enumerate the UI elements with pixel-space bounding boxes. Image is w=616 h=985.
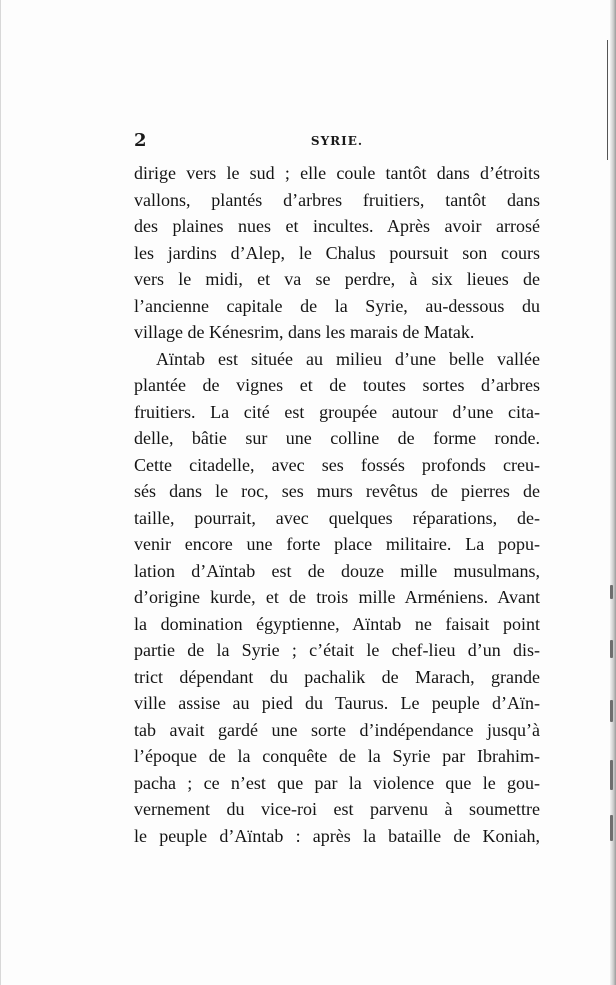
text-line: trict dépendant du pachalik de Marach, grande (134, 666, 540, 687)
text-line: vers le midi, et va se perdre, à six lieues de (134, 269, 540, 289)
text-line: ville assise au pied du Taurus. Le peuple d’Aïn- (134, 693, 540, 713)
text-line: venir encore une forte place militaire. La popu- (134, 534, 540, 554)
text-line: des plaines nues et incultes. Après avoir arrosé (134, 216, 540, 236)
text-line: pacha ; ce n’est que par la violence que le gou- (134, 772, 540, 793)
page-edge-line (607, 40, 608, 160)
text-line: plantée de vignes et de toutes sortes d’arbres (134, 375, 540, 395)
text-line: les jardins d’Alep, le Chalus poursuit son cours (134, 242, 540, 263)
page-edge-mark (610, 700, 613, 722)
running-title: SYRIE. (310, 134, 364, 148)
page-edge-mark (610, 815, 613, 841)
text-line: l’époque de la conquête de la Syrie par Ibrahim- (134, 746, 540, 766)
text-line: partie de la Syrie ; c’était le chef-lieu d’un dis- (134, 640, 540, 660)
body-text (134, 160, 540, 849)
text-line: fruitiers. La cité est groupée autour d’une cita- (134, 401, 540, 422)
text-line: vernement du vice-roi est parvenu à soumettre (134, 799, 540, 819)
text-line: tab avait gardé une sorte d’indépendance jusqu’à (134, 719, 540, 740)
text-line: l’ancienne capitale de la Syrie, au-dessous du (134, 295, 540, 316)
text-line: le peuple d’Aïntab : après la bataille de Koniah, (134, 825, 540, 846)
text-line: taille, pourrait, avec quelques réparations, de- (134, 507, 540, 528)
page-edge-mark (610, 640, 613, 658)
page-number: 2 (134, 130, 147, 151)
page-edge-mark (610, 760, 613, 790)
text-line-paragraph-end: village de Kénesrim, dans les marais de Matak. (134, 322, 475, 342)
text-line-paragraph-start: Aïntab est située au milieu d’une belle vallée (156, 348, 540, 369)
text-line: Cette citadelle, avec ses fossés profonds creu- (134, 454, 540, 475)
text-line: d’origine kurde, et de trois mille Arméniens. Avant (134, 587, 540, 607)
text-line: dirige vers le sud ; elle coule tantôt dans d’étroits (134, 163, 540, 183)
page-header (134, 130, 540, 156)
page-edge-mark (610, 585, 613, 599)
text-line: sés dans le roc, ses murs revêtus de pierres de (134, 481, 540, 501)
text-line: lation d’Aïntab est de douze mille musulmans, (134, 560, 540, 581)
text-line: vallons, plantés d’arbres fruitiers, tantôt dans (134, 189, 540, 210)
text-line: la domination égyptienne, Aïntab ne faisait point (134, 613, 540, 634)
text-line: delle, bâtie sur une colline de forme ronde. (134, 428, 540, 448)
